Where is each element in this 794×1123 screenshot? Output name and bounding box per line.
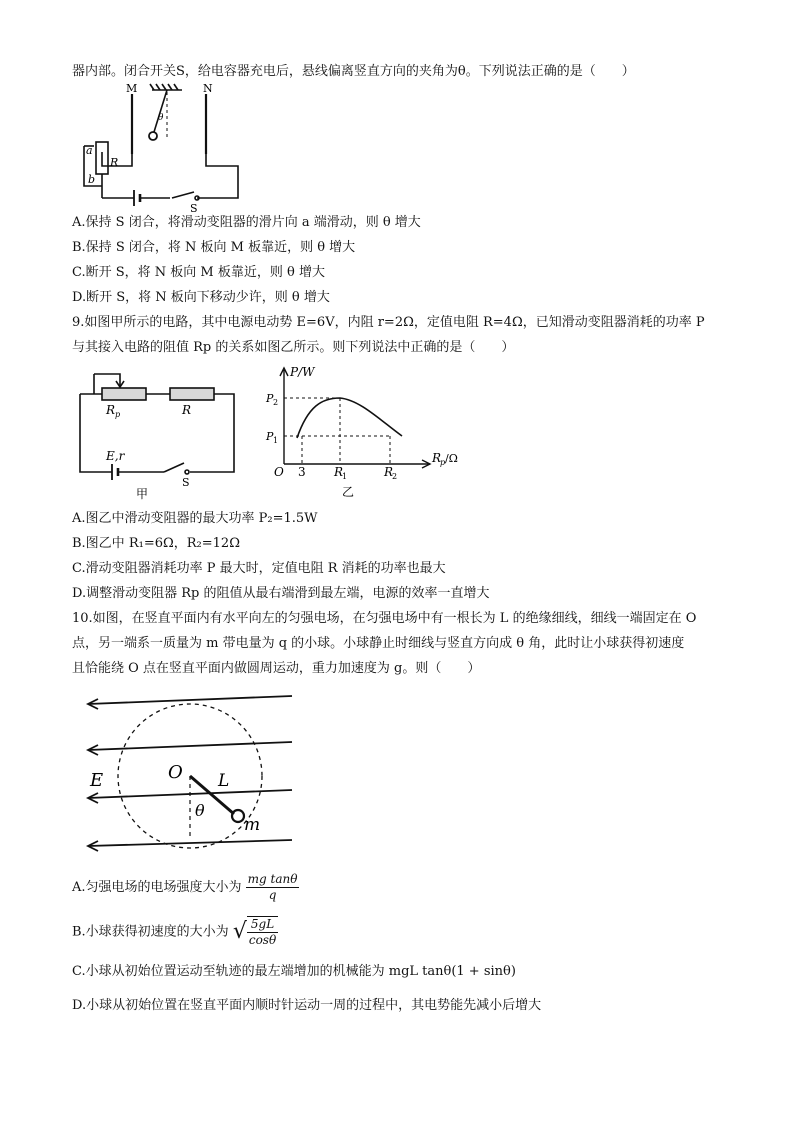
label-a: a — [86, 144, 93, 157]
graph-p1: P — [266, 430, 274, 443]
q10-option-a-numerator: mg tanθ — [247, 872, 298, 886]
label-b: b — [88, 173, 96, 186]
q8-capacitor-circuit-figure — [72, 82, 250, 214]
q10-stem-line3: 且恰能绕 O 点在竖直平面内做圆周运动，重力加速度为 g。则（ ） — [72, 661, 481, 676]
q10-electric-field-figure — [82, 690, 298, 858]
q9-option-a[interactable]: A.图乙中滑动变阻器的最大功率 P₂=1.5W — [72, 511, 318, 526]
label-s: S — [182, 476, 190, 489]
graph-ylabel: P/W — [290, 365, 315, 379]
graph-xlabel-unit: /Ω — [445, 452, 458, 465]
label-R: R — [110, 156, 119, 169]
label-er: E,r — [106, 449, 125, 463]
sqrt-icon: √ — [232, 919, 247, 944]
q10-stem-line2: 点，另一端系一质量为 m 带电量为 q 的小球。小球静止时细线与竖直方向成 θ 角，此时让小球获得初速度 — [72, 636, 685, 651]
label-rp-sub: p — [115, 410, 121, 419]
q9-option-d[interactable]: D.调整滑动变阻器 Rp 的阻值从最右端滑到最左端，电源的效率一直增大 — [72, 586, 490, 601]
q9-circuit-figure-jia — [72, 364, 242, 504]
q10-option-b[interactable] — [72, 916, 278, 948]
graph-xlabel: R — [432, 451, 442, 465]
graph-tick-3: 3 — [298, 465, 306, 479]
label-E: E — [90, 770, 104, 791]
q10-option-a-denominator: q — [268, 888, 277, 902]
label-rp: R — [106, 403, 116, 417]
q10-option-a[interactable] — [72, 872, 299, 903]
label-L: L — [218, 771, 230, 791]
q8-stem-tail: 器内部。闭合开关S，给电容器充电后，悬线偏离竖直方向的夹角为θ。下列说法正确的是（ ） — [72, 64, 635, 79]
q8-option-d[interactable]: D.断开 S，将 N 板向下移动少许，则 θ 增大 — [72, 290, 330, 305]
graph-p1-sub: 1 — [273, 436, 279, 445]
q9-option-c[interactable]: C.滑动变阻器消耗功率 P 最大时，定值电阻 R 消耗的功率也最大 — [72, 561, 446, 576]
graph-p2: P — [266, 392, 274, 405]
caption-jia: 甲 — [136, 487, 149, 501]
graph-r1-sub: 1 — [342, 472, 348, 481]
q8-option-a[interactable]: A.保持 S 闭合，将滑动变阻器的滑片向 a 端滑动，则 θ 增大 — [72, 215, 421, 230]
q9-option-b[interactable]: B.图乙中 R₁=6Ω，R₂=12Ω — [72, 536, 240, 551]
label-r: R — [182, 403, 192, 417]
label-O: O — [168, 762, 183, 783]
q8-option-b[interactable]: B.保持 S 闭合，将 N 板向 M 板靠近，则 θ 增大 — [72, 240, 356, 255]
q10-option-b-radicand — [247, 916, 278, 948]
q10-option-b-denominator: cosθ — [248, 933, 277, 947]
graph-xlabel-sub: p — [440, 458, 446, 467]
label-N: N — [203, 82, 213, 95]
q10-option-c[interactable]: C.小球从初始位置运动至轨迹的最左端增加的机械能为 mgL tanθ(1 + sinθ) — [72, 964, 516, 979]
caption-yi: 乙 — [342, 485, 355, 499]
label-S: S — [190, 202, 198, 214]
q8-option-c[interactable]: C.断开 S，将 N 板向 M 板靠近，则 θ 增大 — [72, 265, 325, 280]
graph-p2-sub: 2 — [273, 398, 279, 407]
graph-r1: R — [334, 465, 344, 479]
label-theta: θ — [158, 113, 164, 123]
q9-stem-line2: 与其接入电路的阻值 Rp 的关系如图乙所示。则下列说法中正确的是（ ） — [72, 340, 515, 355]
graph-r2-sub: 2 — [392, 472, 398, 481]
q9-power-graph-yi — [262, 362, 462, 504]
q10-stem-line1: 10.如图，在竖直平面内有水平向左的匀强电场，在匀强电场中有一根长为 L 的绝缘细线，细线一端固定在 O — [72, 611, 697, 626]
q9-stem-line1: 9.如图甲所示的电路，其中电源电动势 E=6V，内阻 r=2Ω，定值电阻 R=4Ω，已知滑动变阻器消耗的功率 P — [72, 315, 705, 330]
q10-option-a-fraction — [246, 872, 300, 903]
q10-option-d[interactable]: D.小球从初始位置在竖直平面内顺时针运动一周的过程中，其电势能先减小后增大 — [72, 998, 542, 1013]
q10-option-b-numerator: 5gL — [247, 917, 278, 933]
label-m: m — [244, 815, 261, 835]
q10-option-b-prefix: B.小球获得初速度的大小为 — [72, 924, 229, 940]
label-M: M — [126, 82, 138, 95]
graph-origin: O — [274, 465, 284, 479]
graph-r2: R — [384, 465, 394, 479]
label-theta: θ — [195, 801, 205, 820]
q10-option-a-prefix: A.匀强电场的电场强度大小为 — [72, 880, 242, 895]
